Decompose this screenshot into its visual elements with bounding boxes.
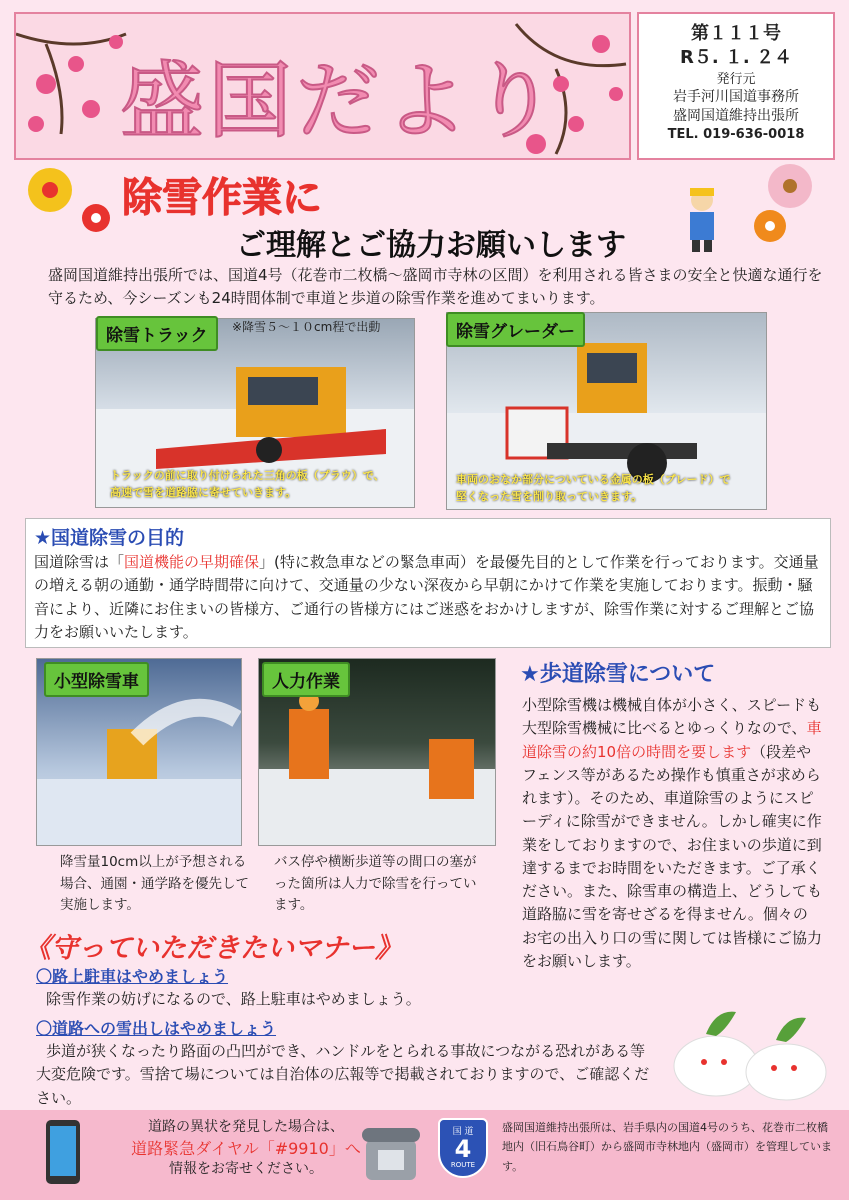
purpose-body-post: 」(特に救急車などの緊急車両）を最優先目的として作業を行っております。交通量の増える朝の通勤・通学時間帯に向けて、交通量の少ない深夜から早朝にかけて作業を実施しております。振動・騒音により、近隣にお住まいの皆様方、ご通行の皆様方にはご迷惑をおかけしますが、除雪作業に対するご理解とご協力をお願いいたします。 — [34, 553, 819, 641]
route-sign-sub: ROUTE — [450, 1161, 476, 1169]
purpose-title: ★国道除雪の目的 — [34, 527, 185, 549]
flower-decoration-right — [745, 158, 835, 248]
footer-left-line3: 情報をお寄せください。 — [169, 1160, 323, 1177]
issue-number: 第１１１号 — [691, 23, 781, 44]
manners-title: 《守っていただきたいマナー》 — [24, 933, 402, 964]
sidewalk-body-post: （段差やフェンス等があるため操作も慎重さが求められます）。そのため、車道除雪のようにスピーディに除雪ができません。しかし確実に作業をしておりますので、お住まいの歩道に到達するまでお時間をいただきます。ご了承ください。また、除雪車の構造上、どうしても道路脇に雪を寄せざるを得ません。個々のお宅の出入り口の雪に関しては皆様にご協力をお願いします。 — [522, 742, 823, 970]
route-4-sign — [438, 1118, 488, 1178]
tag-manual-work: 人力作業 — [262, 662, 350, 697]
jurisdiction-text: 盛岡国道維持出張所は、岩手県内の国道4号のうち、花巻市二枚橋地内（旧石鳥谷町）から盛岡市寺林地内（盛岡市）を管理しています。 — [502, 1121, 832, 1173]
purpose-body — [34, 551, 824, 644]
purpose-body-pre: 国道除雪は「 — [34, 553, 125, 571]
flower-decoration-left — [18, 160, 113, 240]
publisher-label: 発行元 — [716, 71, 756, 87]
small-plow-caption: 降雪量10cm以上が予想される場合、通園・通学路を優先して実施します。 — [60, 854, 249, 914]
emergency-dial-notice — [96, 1118, 396, 1180]
manner-item1-heading: 〇路上駐車はやめましょう — [36, 967, 229, 986]
manual-work-caption: バス停や横断歩道等の間口の塞がった箇所は人力で除雪を行っています。 — [274, 854, 477, 914]
sidewalk-body — [522, 694, 822, 973]
truck-caption-line1: トラックの前に取り付けられた三角の板（プラウ）で、 — [110, 469, 385, 482]
headline-line1: 除雪作業に — [122, 175, 322, 221]
tag-grader: 除雪グレーダー — [446, 312, 585, 347]
issue-info-box — [637, 12, 835, 160]
footer-emergency-dial: 道路緊急ダイヤル「#9910」へ — [131, 1138, 361, 1158]
sidewalk-title: ★歩道除雪について — [520, 662, 716, 687]
smartphone-icon — [42, 1118, 86, 1190]
footer-left-line1: 道路の異状を発見した場合は、 — [148, 1119, 344, 1135]
branch-name: 盛岡国道維持出張所 — [673, 108, 799, 125]
manner-item2-heading: 〇道路への雪出しはやめましょう — [36, 1019, 277, 1038]
manner-item2-body: 歩道が狭くなったり路面の凸凹ができ、ハンドルをとられる事故につながる恐れがある等大変危険です。雪捨て場については自治体の広報等で掲載されておりますので、ご確認ください。 — [36, 1042, 650, 1107]
office-name: 岩手河川国道事務所 — [673, 89, 799, 106]
purpose-body-emphasis: 国道機能の早期確保 — [124, 553, 260, 571]
grader-caption — [456, 472, 761, 505]
lead-paragraph: 盛岡国道維持出張所では、国道4号（花巻市二枚橋～盛岡市寺林の区間）を利用される皆さまの安全と快適な通行を守るため、今シーズンも24時間体制で車道と歩道の除雪作業を進めてまいります。 — [48, 266, 823, 308]
newsletter-title: 盛国だより — [120, 52, 561, 150]
headline-line2: ご理解とご協力お願いします — [236, 228, 626, 263]
sidewalk-body-emphasis: 車道除雪の約10倍の時間を要します — [522, 719, 822, 761]
truck-caption — [110, 468, 410, 501]
worker-figure-icon — [682, 186, 722, 254]
telephone-icon — [360, 1120, 422, 1186]
purpose-section — [25, 518, 831, 648]
route-sign-label: 国 道 — [452, 1127, 474, 1137]
tag-small-plow: 小型除雪車 — [44, 662, 149, 697]
truck-dispatch-note: ※降雪５～１０cm程で出動 — [232, 320, 381, 334]
grader-caption-line1: 車両のおなか部分についている金属の板（ブレード）で — [456, 473, 731, 486]
tag-snowplow-truck: 除雪トラック — [96, 316, 218, 351]
grader-caption-line2: 堅くなった雪を削り取っていきます。 — [456, 489, 643, 503]
truck-caption-line2: 高速で雪を道路脇に寄せていきます。 — [110, 485, 297, 499]
sidewalk-body-pre: 小型除雪機は機械自体が小さく、スピードも大型除雪機械に比べるとゆっくりなので、 — [522, 696, 822, 738]
issue-date: R５. １. ２４ — [679, 47, 793, 69]
manner-item1-body: 除雪作業の妨げになるので、路上駐車はやめましょう。 — [46, 990, 421, 1008]
route-sign-number: 4 — [454, 1135, 472, 1163]
tel-number: TEL. 019-636-0018 — [667, 126, 805, 142]
snow-rabbit-illustration — [666, 1004, 836, 1104]
